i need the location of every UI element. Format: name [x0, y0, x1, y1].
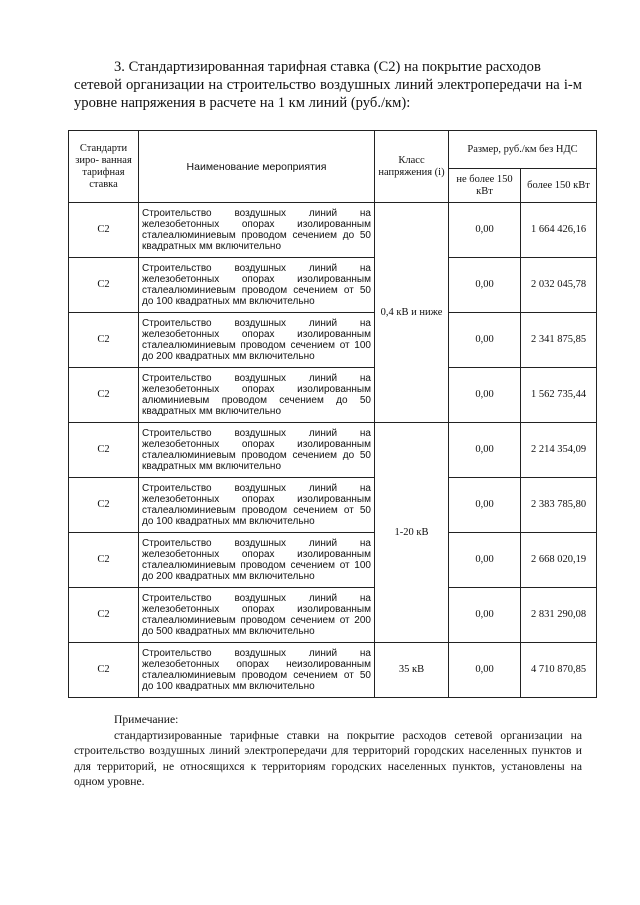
- table-row: [69, 203, 597, 258]
- table-row: [69, 258, 597, 313]
- value-gt150: 2 831 290,08: [521, 588, 597, 643]
- value-le150: 0,00: [449, 643, 521, 698]
- measure-description: Строительство воздушных линий на железобетонных опорах изолированным сталеалюминиевым проводом сечением до 50 квадратных мм включительно: [139, 203, 375, 258]
- value-gt150: 2 668 020,19: [521, 533, 597, 588]
- tariff-table: [68, 130, 597, 698]
- value-gt150: 2 214 354,09: [521, 423, 597, 478]
- rate-code: С2: [69, 203, 139, 258]
- header-class: Класс напряжения (i): [375, 131, 449, 203]
- table-row: [69, 368, 597, 423]
- note-title: Примечание:: [114, 713, 179, 726]
- value-le150: 0,00: [449, 478, 521, 533]
- header-code: Стандарти зиро- ванная тарифная ставка: [69, 131, 139, 203]
- value-gt150: 1 562 735,44: [521, 368, 597, 423]
- table-row: [69, 478, 597, 533]
- value-le150: 0,00: [449, 588, 521, 643]
- rate-code: С2: [69, 423, 139, 478]
- table-row: [69, 643, 597, 698]
- rate-code: С2: [69, 313, 139, 368]
- measure-description: Строительство воздушных линий на железобетонных опорах изолированным алюминиевым проводом сечением до 50 квадратных мм включительно: [139, 368, 375, 423]
- value-gt150: 2 032 045,78: [521, 258, 597, 313]
- table-row: [69, 423, 597, 478]
- measure-description: Строительство воздушных линий на железобетонных опорах изолированным сталеалюминиевым проводом сечением от 100 до 200 квадратных мм включительно: [139, 533, 375, 588]
- table-row: [69, 313, 597, 368]
- note-block: [74, 712, 582, 790]
- measure-description: Строительство воздушных линий на железобетонных опорах изолированным сталеалюминиевым проводом сечением от 50 до 100 квадратных мм включительно: [139, 478, 375, 533]
- voltage-class: 1-20 кВ: [375, 423, 449, 643]
- measure-description: Строительство воздушных линий на железобетонных опорах изолированным сталеалюминиевым проводом сечением до 50 квадратных мм включительно: [139, 423, 375, 478]
- value-le150: 0,00: [449, 423, 521, 478]
- measure-description: Строительство воздушных линий на железобетонных опорах изолированным сталеалюминиевым проводом сечением от 200 до 500 квадратных мм включительно: [139, 588, 375, 643]
- rate-code: С2: [69, 588, 139, 643]
- header-name: Наименование мероприятия: [139, 131, 375, 203]
- value-le150: 0,00: [449, 533, 521, 588]
- measure-description: Строительство воздушных линий на железобетонных опорах изолированным сталеалюминиевым проводом сечением от 50 до 100 квадратных мм включительно: [139, 258, 375, 313]
- note-text: стандартизированные тарифные ставки на покрытие расходов сетевой организации на строительство воздушных линий электропередачи для территорий городских населенных пунктов и для территорий, не относящихся к территориям городских населенных пунктов, установлены на одном уровне.: [74, 728, 582, 789]
- table-row: [69, 533, 597, 588]
- voltage-class: 0,4 кВ и ниже: [375, 203, 449, 423]
- rate-code: С2: [69, 533, 139, 588]
- voltage-class: 35 кВ: [375, 643, 449, 698]
- heading-rest: сетевой организации на строительство воздушных линий электропередачи на i-м уровне напряжения в расчете на 1 км линий (руб./км):: [74, 77, 582, 111]
- value-gt150: 2 383 785,80: [521, 478, 597, 533]
- heading-first-line: 3. Стандартизированная тарифная ставка (С2) на покрытие расходов: [114, 59, 541, 75]
- header-size: Размер, руб./км без НДС: [449, 131, 597, 169]
- rate-code: С2: [69, 258, 139, 313]
- header-le150: не более 150 кВт: [449, 169, 521, 203]
- value-le150: 0,00: [449, 368, 521, 423]
- rate-code: С2: [69, 643, 139, 698]
- header-gt150: более 150 кВт: [521, 169, 597, 203]
- section-heading: [74, 58, 582, 112]
- value-le150: 0,00: [449, 313, 521, 368]
- value-gt150: 2 341 875,85: [521, 313, 597, 368]
- measure-description: Строительство воздушных линий на железобетонных опорах изолированным сталеалюминиевым проводом сечением от 100 до 200 квадратных мм включительно: [139, 313, 375, 368]
- value-gt150: 4 710 870,85: [521, 643, 597, 698]
- rate-code: С2: [69, 368, 139, 423]
- table-row: [69, 588, 597, 643]
- value-le150: 0,00: [449, 203, 521, 258]
- rate-code: С2: [69, 478, 139, 533]
- value-le150: 0,00: [449, 258, 521, 313]
- measure-description: Строительство воздушных линий на железобетонных опорах неизолированным сталеалюминиевым проводом сечением от 50 до 100 квадратных мм включительно: [139, 643, 375, 698]
- value-gt150: 1 664 426,16: [521, 203, 597, 258]
